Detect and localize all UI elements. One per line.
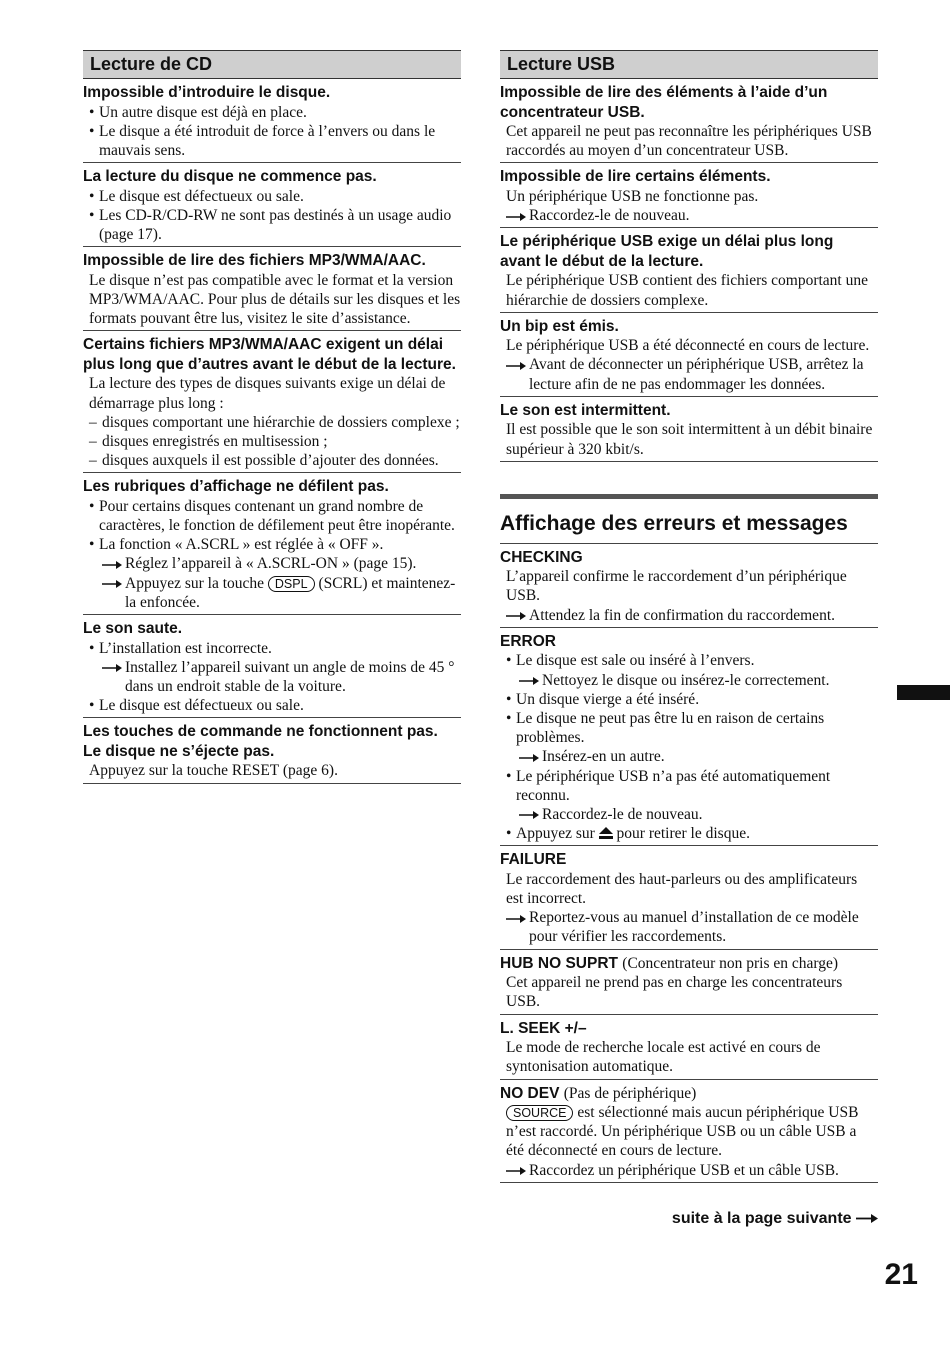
bullet: • Appuyez sur pour retirer le disque. bbox=[500, 824, 878, 843]
bullet: • Pour certains disques contenant un grand nombre de caractères, le fonction de défilement peut être inopérante. bbox=[83, 497, 461, 535]
error-description: L’appareil confirme le raccordement d’un périphérique USB. bbox=[506, 568, 847, 605]
faq-item bbox=[83, 722, 461, 783]
dspl-button-label: DSPL bbox=[268, 576, 315, 592]
faq-item bbox=[500, 317, 878, 397]
errors-section-title: Affichage des erreurs et messages bbox=[500, 494, 878, 544]
answer: Le périphérique USB a été déconnecté en cours de lecture. bbox=[506, 337, 870, 355]
left-column bbox=[83, 50, 461, 788]
arrow-right-icon bbox=[506, 606, 529, 625]
question: Le périphérique USB exige un délai plus long avant le début de la lecture. bbox=[500, 233, 834, 270]
arrow-right-icon bbox=[519, 671, 542, 690]
error-description: Le raccordement des haut-parleurs ou des amplificateurs est incorrect. bbox=[506, 870, 858, 908]
question: Un bip est émis. bbox=[500, 317, 619, 335]
bullet: • Le disque a été introduit de force à l’envers ou dans le mauvais sens. bbox=[83, 122, 461, 160]
question: Le son saute. bbox=[83, 620, 183, 638]
answer: Cet appareil ne peut pas reconnaître les périphériques USB raccordés au moyen d’un concentrateur USB. bbox=[506, 123, 872, 160]
arrow-step: Raccordez-le de nouveau. bbox=[500, 206, 878, 225]
section-heading-cd: Lecture de CD bbox=[83, 50, 461, 79]
faq-item bbox=[500, 232, 878, 312]
bullet: • L’installation est incorrecte. bbox=[83, 639, 461, 658]
error-code: FAILURE bbox=[500, 851, 567, 869]
arrow-step: Raccordez un périphérique USB et un câble USB. bbox=[500, 1161, 878, 1180]
answer: Appuyez sur la touche RESET (page 6). bbox=[89, 762, 338, 780]
arrow-right-icon bbox=[506, 206, 529, 225]
question: Les touches de commande ne fonctionnent pas. bbox=[83, 723, 438, 741]
error-code: NO DEV (Pas de périphérique) bbox=[500, 1084, 697, 1102]
question: Impossible de lire des fichiers MP3/WMA/AAC. bbox=[83, 252, 426, 270]
dash-item: – disques comportant une hiérarchie de dossiers complexe ; bbox=[83, 413, 461, 432]
arrow-right-icon bbox=[506, 908, 529, 927]
answer: Un périphérique USB ne fonctionne pas. bbox=[506, 187, 759, 205]
faq-item bbox=[500, 83, 878, 163]
question: Impossible de lire des éléments à l’aide d’un concentrateur USB. bbox=[500, 84, 828, 121]
error-item bbox=[500, 850, 878, 949]
bullet: • Le disque ne peut pas être lu en raison de certains problèmes. bbox=[500, 709, 878, 747]
faq-item bbox=[83, 619, 461, 718]
arrow-right-icon bbox=[102, 554, 125, 573]
bullet: • Le périphérique USB n’a pas été automatiquement reconnu. bbox=[500, 767, 878, 805]
right-column bbox=[500, 50, 878, 1187]
question: Certains fichiers MP3/WMA/AAC exigent un délai plus long que d’autres avant le début de la lecture. bbox=[83, 336, 456, 373]
continued-next-page: suite à la page suivante bbox=[560, 1210, 878, 1228]
section-heading-usb: Lecture USB bbox=[500, 50, 878, 79]
arrow-right-icon bbox=[506, 1161, 529, 1180]
arrow-step: Avant de déconnecter un périphérique USB, arrêtez la lecture afin de ne pas endommager les données. bbox=[500, 355, 878, 393]
error-code: L. SEEK +/– bbox=[500, 1019, 587, 1037]
bullet: • Un autre disque est déjà en place. bbox=[83, 103, 461, 122]
arrow-step: Attendez la fin de confirmation du raccordement. bbox=[500, 606, 878, 625]
answer: Il est possible que le son soit intermittent à un débit binaire supérieur à 320 kbit/s. bbox=[506, 421, 873, 458]
answer: La lecture des types de disques suivants exige un délai de démarrage plus long : bbox=[89, 375, 446, 412]
question: La lecture du disque ne commence pas. bbox=[83, 168, 377, 186]
faq-item bbox=[500, 167, 878, 228]
faq-item bbox=[83, 251, 461, 331]
error-code: HUB NO SUPRT (Concentrateur non pris en charge) bbox=[500, 954, 839, 972]
arrow-right-icon bbox=[506, 355, 529, 374]
arrow-step: Reportez-vous au manuel d’installation de ce modèle pour vérifier les raccordements. bbox=[500, 908, 878, 946]
section-tab-marker bbox=[897, 685, 950, 700]
arrow-step: Nettoyez le disque ou insérez-le correctement. bbox=[500, 671, 878, 690]
question: Le son est intermittent. bbox=[500, 401, 671, 419]
question: Le disque ne s’éjecte pas. bbox=[83, 742, 275, 760]
arrow-step: Installez l’appareil suivant un angle de moins de 45 ° dans un endroit stable de la voiture. bbox=[83, 658, 461, 696]
arrow-right-icon bbox=[102, 574, 125, 593]
error-code: ERROR bbox=[500, 632, 556, 650]
bullet: • Le disque est défectueux ou sale. bbox=[83, 187, 461, 206]
answer: Le périphérique USB contient des fichiers comportant une hiérarchie de dossiers complexe. bbox=[506, 272, 868, 309]
arrow-step: Insérez-en un autre. bbox=[500, 747, 878, 766]
error-item bbox=[500, 1084, 878, 1183]
arrow-right-icon bbox=[519, 805, 542, 824]
bullet: • Les CD-R/CD-RW ne sont pas destinés à un usage audio (page 17). bbox=[83, 206, 461, 244]
question: Les rubriques d’affichage ne défilent pas. bbox=[83, 478, 389, 496]
error-description: SOURCE est sélectionné mais aucun périphérique USB n’est raccordé. Un périphérique USB ou un câble USB a été déconnecté en cours de lecture. bbox=[506, 1104, 859, 1160]
error-item bbox=[500, 548, 878, 628]
dash-item: – disques enregistrés en multisession ; bbox=[83, 432, 461, 451]
error-code: CHECKING bbox=[500, 548, 583, 566]
error-description: Le mode de recherche locale est activé en cours de syntonisation automatique. bbox=[506, 1039, 821, 1076]
question: Impossible d’introduire le disque. bbox=[83, 84, 331, 101]
faq-item bbox=[83, 335, 461, 473]
error-description: Cet appareil ne prend pas en charge les concentrateurs USB. bbox=[506, 974, 843, 1011]
arrow-right-icon bbox=[102, 658, 125, 677]
arrow-right-icon bbox=[519, 747, 542, 766]
question: Impossible de lire certains éléments. bbox=[500, 168, 771, 186]
faq-item bbox=[83, 167, 461, 247]
faq-item bbox=[83, 83, 461, 163]
faq-item bbox=[83, 477, 461, 615]
bullet: • Le disque est défectueux ou sale. bbox=[83, 696, 461, 715]
error-item bbox=[500, 632, 878, 847]
dash-item: – disques auxquels il est possible d’ajouter des données. bbox=[83, 451, 461, 470]
faq-item bbox=[500, 401, 878, 462]
arrow-step: Appuyez sur la touche DSPL (SCRL) et maintenez-la enfoncée. bbox=[83, 574, 461, 612]
bullet: • La fonction « A.SCRL » est réglée à « OFF ». bbox=[83, 535, 461, 554]
bullet: • Un disque vierge a été inséré. bbox=[500, 690, 878, 709]
error-item bbox=[500, 1019, 878, 1080]
arrow-step: Raccordez-le de nouveau. bbox=[500, 805, 878, 824]
source-button-label: SOURCE bbox=[506, 1105, 573, 1121]
error-item bbox=[500, 954, 878, 1015]
answer: Le disque n’est pas compatible avec le format et la version MP3/WMA/AAC. Pour plus de détails sur les disques et les formats pouvant être lus, visitez le site d’assistance. bbox=[89, 271, 461, 328]
arrow-step: Réglez l’appareil à « A.SCRL-ON » (page 15). bbox=[83, 554, 461, 573]
bullet: • Le disque est sale ou inséré à l’envers. bbox=[500, 651, 878, 670]
arrow-right-icon bbox=[856, 1210, 878, 1227]
page-number: 21 bbox=[884, 1258, 918, 1291]
eject-icon bbox=[599, 825, 613, 842]
